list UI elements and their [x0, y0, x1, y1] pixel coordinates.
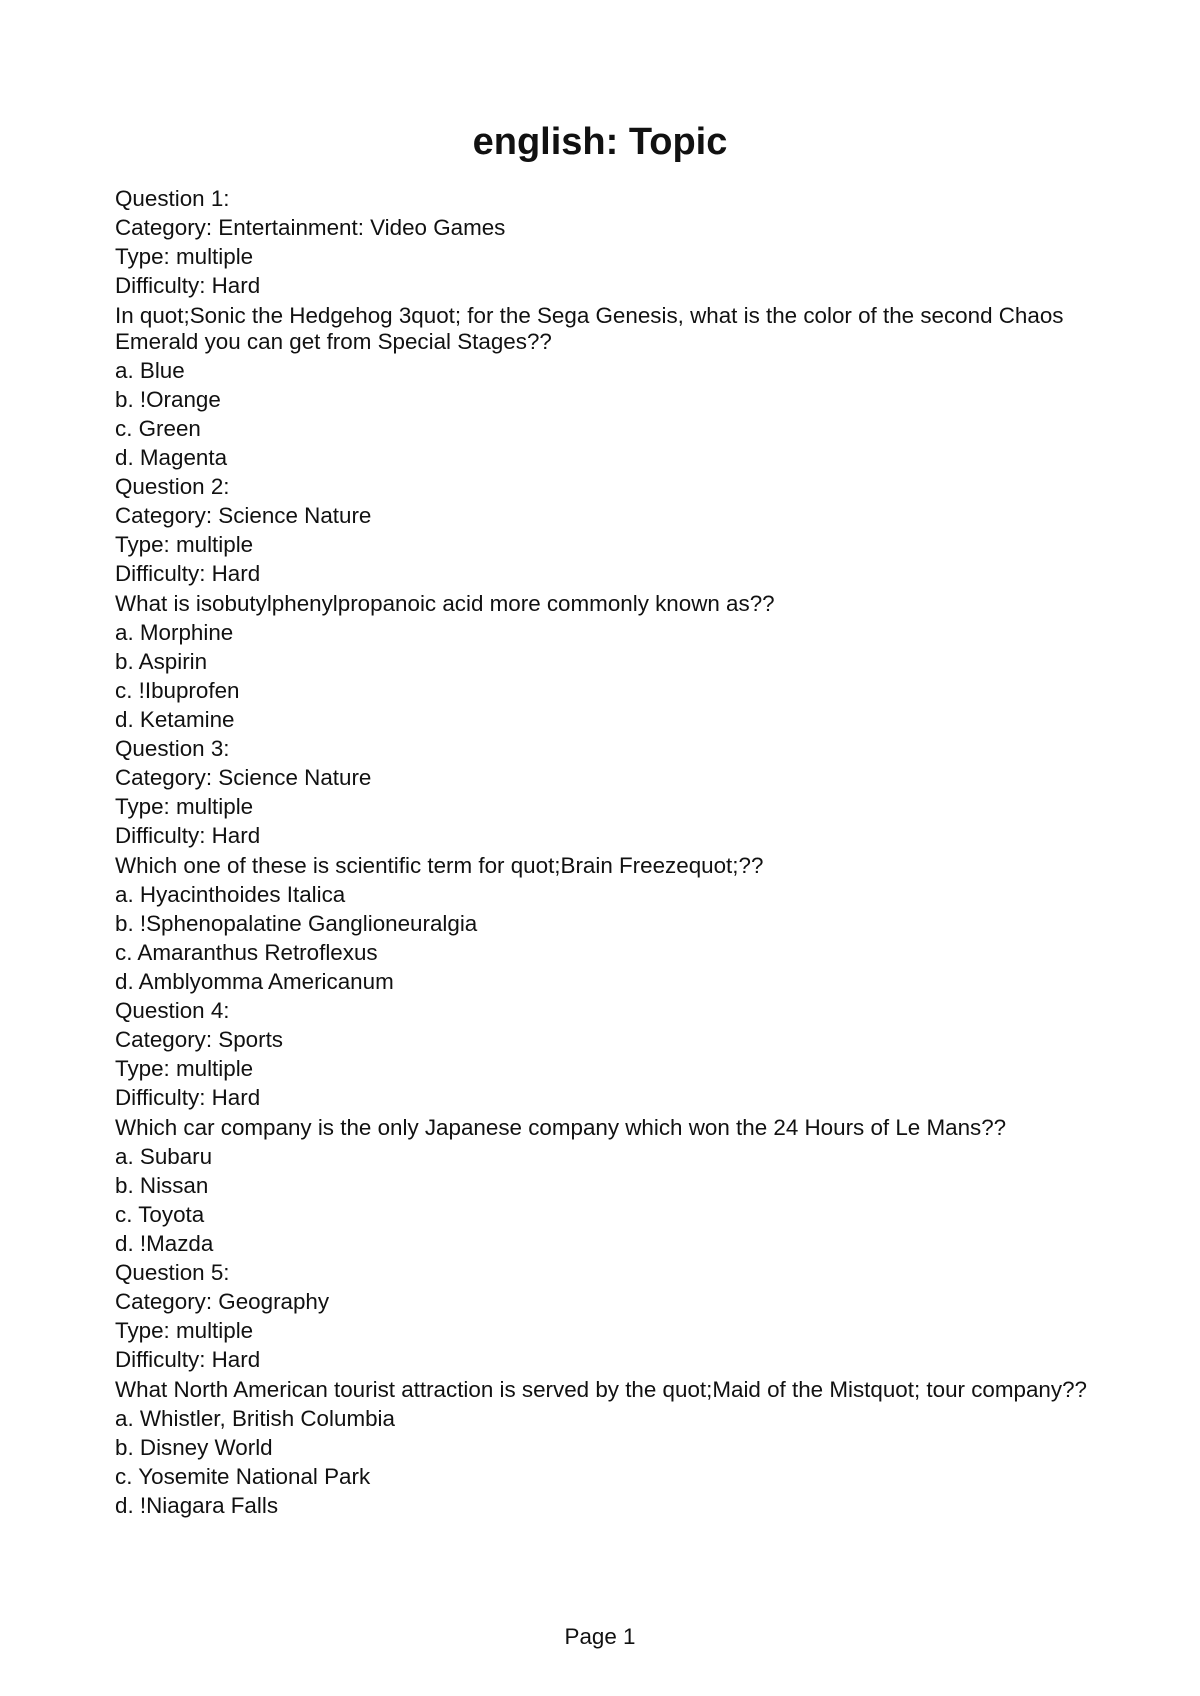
answer-option: c. !Ibuprofen	[115, 678, 240, 703]
document-title: english: Topic	[472, 121, 728, 163]
question-category: Category: Science Nature	[115, 765, 372, 790]
answer-option: c. Yosemite National Park	[115, 1464, 371, 1489]
question-type: Type: multiple	[115, 244, 254, 269]
question-text: Which car company is the only Japanese company which won the 24 Hours of Le Mans??	[115, 1115, 1007, 1140]
answer-option: d. !Niagara Falls	[115, 1493, 279, 1518]
question-category: Category: Sports	[115, 1027, 284, 1052]
answer-option: d. Magenta	[115, 445, 228, 470]
answer-option: a. Whistler, British Columbia	[115, 1406, 395, 1431]
question-block	[115, 734, 1090, 996]
question-type: Type: multiple	[115, 1056, 254, 1081]
question-category: Category: Science Nature	[115, 503, 372, 528]
page-number: Page 1	[564, 1624, 636, 1649]
answer-option: a. Morphine	[115, 620, 234, 645]
answer-option: c. Toyota	[115, 1202, 205, 1227]
question-block	[115, 996, 1090, 1258]
question-type: Type: multiple	[115, 794, 254, 819]
answer-option: d. !Mazda	[115, 1231, 214, 1256]
question-difficulty: Difficulty: Hard	[115, 1085, 261, 1110]
question-difficulty: Difficulty: Hard	[115, 561, 261, 586]
question-block	[115, 1258, 1090, 1520]
question-text: What is isobutylphenylpropanoic acid more commonly known as??	[115, 591, 775, 616]
question-heading: Question 4:	[115, 998, 230, 1023]
answer-option: a. Blue	[115, 358, 185, 383]
answer-option: a. Subaru	[115, 1144, 213, 1169]
question-text: What North American tourist attraction is served by the quot;Maid of the Mistquot; tour company??	[115, 1377, 1087, 1402]
question-block	[115, 184, 1090, 472]
answer-option: b. !Orange	[115, 387, 221, 412]
answer-option: d. Amblyomma Americanum	[115, 969, 394, 994]
question-category: Category: Geography	[115, 1289, 330, 1314]
question-category: Category: Entertainment: Video Games	[115, 215, 506, 240]
question-heading: Question 2:	[115, 474, 230, 499]
question-type: Type: multiple	[115, 532, 254, 557]
answer-option: b. Aspirin	[115, 649, 208, 674]
answer-option: c. Green	[115, 416, 201, 441]
answer-option: b. !Sphenopalatine Ganglioneuralgia	[115, 911, 478, 936]
question-type: Type: multiple	[115, 1318, 254, 1343]
answer-option: b. Nissan	[115, 1173, 209, 1198]
question-difficulty: Difficulty: Hard	[115, 823, 261, 848]
answer-option: c. Amaranthus Retroflexus	[115, 940, 378, 965]
question-difficulty: Difficulty: Hard	[115, 273, 261, 298]
question-block	[115, 472, 1090, 734]
answer-option: b. Disney World	[115, 1435, 273, 1460]
answer-option: a. Hyacinthoides Italica	[115, 882, 346, 907]
question-heading: Question 5:	[115, 1260, 230, 1285]
question-heading: Question 3:	[115, 736, 230, 761]
question-heading: Question 1:	[115, 186, 230, 211]
answer-option: d. Ketamine	[115, 707, 235, 732]
question-text: Which one of these is scientific term for quot;Brain Freezequot;??	[115, 853, 764, 878]
question-difficulty: Difficulty: Hard	[115, 1347, 261, 1372]
question-list	[115, 184, 1090, 1520]
question-text: In quot;Sonic the Hedgehog 3quot; for the Sega Genesis, what is the color of the second Chaos Emerald you can get from Special Stages??	[115, 303, 1064, 354]
